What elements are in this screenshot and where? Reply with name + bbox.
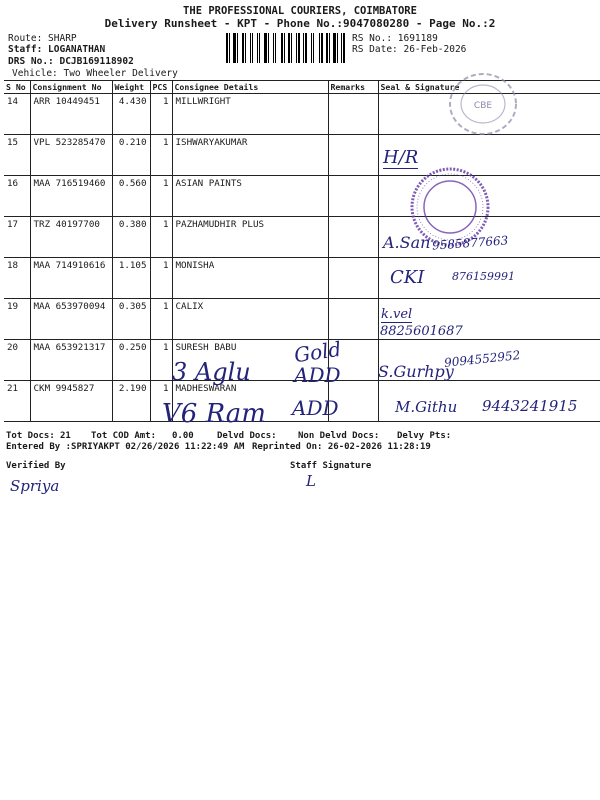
barcode-bar <box>270 33 272 63</box>
row-pcs: 1 <box>150 299 172 340</box>
row-consignment: MAA 714910616 <box>30 258 112 299</box>
barcode-bar <box>319 33 320 63</box>
barcode-bar <box>343 33 345 63</box>
total-docs-label: Tot Docs: <box>6 431 55 441</box>
company-title: THE PROFESSIONAL COURIERS, COIMBATORE <box>183 5 417 17</box>
barcode-bar <box>254 33 256 63</box>
staff-signature-mark: L <box>306 472 316 490</box>
row-pcs: 1 <box>150 340 172 381</box>
barcode-bar <box>337 33 339 63</box>
staff-label: Staff: LOGANATHAN <box>8 44 106 55</box>
table-row <box>4 135 600 176</box>
barcode-bar <box>296 33 297 63</box>
handwritten-sign-row21: M.Githu <box>395 398 458 416</box>
barcode-bar <box>331 33 332 63</box>
handwritten-remark-hr: H/R <box>383 147 419 168</box>
row-weight: 0.380 <box>112 217 150 258</box>
barcode-bar <box>346 33 347 63</box>
col-header-consignee: Consignee Details <box>172 81 328 94</box>
handwritten-sign-row18: CKI <box>390 267 425 288</box>
row-pcs: 1 <box>150 176 172 217</box>
row-consignee: ISHWARYAKUMAR <box>172 135 328 176</box>
svg-text:CBE: CBE <box>473 101 493 111</box>
barcode-bar <box>259 33 260 63</box>
handwritten-sign-row19: k.vel <box>381 307 413 322</box>
barcode-bar <box>326 33 328 63</box>
row-pcs: 1 <box>150 217 172 258</box>
handwritten-phone-row21: 9443241915 <box>482 397 578 415</box>
non-delivered-docs-label: Non Delvd Docs: <box>298 431 380 441</box>
col-header-weight: Weight <box>112 81 150 94</box>
barcode-bar <box>247 33 250 63</box>
barcode-bar <box>321 33 323 63</box>
row-consignment: MAA 716519460 <box>30 176 112 217</box>
barcode-bar <box>288 33 290 63</box>
row-consignment: ARR 10449451 <box>30 94 112 135</box>
row-consignment: TRZ 40197700 <box>30 217 112 258</box>
row-pcs: 1 <box>150 135 172 176</box>
rs-date: RS Date: 26-Feb-2026 <box>352 44 467 55</box>
row-consignment: CKM 9945827 <box>30 381 112 422</box>
barcode-bar <box>226 33 228 63</box>
barcode-bar <box>261 33 263 63</box>
row-pcs: 1 <box>150 381 172 422</box>
row-weight: 0.250 <box>112 340 150 381</box>
handwritten-name-row21: V6 Ram <box>162 399 266 429</box>
row-weight: 4.430 <box>112 94 150 135</box>
total-cod-label: Tot COD Amt: <box>91 431 157 441</box>
barcode-bar <box>301 33 302 63</box>
entered-by: Entered By :SPRIYAKPT 02/26/2026 11:22:49 AM <box>6 442 245 452</box>
barcode-bar <box>229 33 230 63</box>
barcode-bar <box>245 33 246 63</box>
total-cod-value: 0.00 <box>172 431 194 441</box>
runsheet-subtitle: Delivery Runsheet - KPT - Phone No.:9047080280 - Page No.:2 <box>104 17 496 30</box>
seal-stamp-1 <box>446 68 520 140</box>
drs-label: DRS No.: DCJB169118902 <box>8 56 134 67</box>
rs-number: RS No.: 1691189 <box>352 33 438 44</box>
barcode-bar <box>233 33 236 63</box>
row-consignee: ASIAN PAINTS <box>172 176 328 217</box>
delivery-points-label: Delvy Pts: <box>397 431 452 441</box>
barcode-bar <box>231 33 232 63</box>
row-sno: 20 <box>4 340 30 381</box>
barcode-bar <box>264 33 267 63</box>
barcode-bar <box>275 33 276 63</box>
row-remarks <box>328 299 378 340</box>
row-sno: 21 <box>4 381 30 422</box>
col-header-seal-signature: Seal & Signature <box>378 81 600 94</box>
barcode-bar <box>308 33 310 63</box>
barcode-bar <box>284 33 285 63</box>
barcode-bar <box>341 33 342 63</box>
reprinted-on: Reprinted On: 26-02-2026 11:28:19 <box>252 442 431 452</box>
col-header-remarks: Remarks <box>328 81 378 94</box>
row-sno: 15 <box>4 135 30 176</box>
handwritten-phone-row20: 9094552952 <box>443 348 521 370</box>
barcode-bar <box>293 33 296 63</box>
row-weight: 2.190 <box>112 381 150 422</box>
row-remarks <box>328 135 378 176</box>
col-header-pcs: PCS <box>150 81 172 94</box>
handwritten-phone-row19: 8825601687 <box>380 324 463 339</box>
verified-by-signature: Spriya <box>10 477 60 495</box>
col-header-sno: S No <box>4 81 30 94</box>
barcode-bar <box>237 33 238 63</box>
handwritten-phone-row18: 876159991 <box>452 270 515 283</box>
row-consignment: MAA 653921317 <box>30 340 112 381</box>
barcode-bar <box>333 33 336 63</box>
barcode-bar <box>298 33 300 63</box>
row-pcs: 1 <box>150 94 172 135</box>
barcode-bar <box>268 33 269 63</box>
row-consignee: PAZHAMUDHIR PLUS <box>172 217 328 258</box>
row-sno: 19 <box>4 299 30 340</box>
barcode-bar <box>291 33 292 63</box>
staff-signature-label: Staff Signature <box>290 461 372 471</box>
handwritten-add-row20: ADD <box>294 363 341 387</box>
total-docs-value: 21 <box>60 431 71 441</box>
barcode <box>226 33 348 63</box>
table-row <box>4 176 600 217</box>
barcode-bar <box>277 33 280 63</box>
row-weight: 0.305 <box>112 299 150 340</box>
col-header-consignment: Consignment No <box>30 81 112 94</box>
handwritten-add-row21: ADD <box>292 396 339 420</box>
row-weight: 1.105 <box>112 258 150 299</box>
row-sno: 18 <box>4 258 30 299</box>
route-label: Route: SHARP <box>8 33 77 44</box>
row-remarks <box>328 258 378 299</box>
row-remarks <box>328 176 378 217</box>
row-sno: 17 <box>4 217 30 258</box>
barcode-bar <box>311 33 312 63</box>
row-weight: 0.560 <box>112 176 150 217</box>
row-sno: 16 <box>4 176 30 217</box>
row-weight: 0.210 <box>112 135 150 176</box>
row-remarks <box>328 94 378 135</box>
row-remarks <box>328 217 378 258</box>
barcode-bar <box>286 33 287 63</box>
row-consignment: MAA 653970094 <box>30 299 112 340</box>
barcode-bar <box>315 33 318 63</box>
vehicle-label: Vehicle: Two Wheeler Delivery <box>12 68 178 79</box>
barcode-bar <box>313 33 314 63</box>
barcode-bar <box>242 33 244 63</box>
delivered-docs-label: Delvd Docs: <box>217 431 277 441</box>
barcode-bar <box>239 33 241 63</box>
row-consignee: MADHESWARAN <box>172 381 328 422</box>
barcode-bar <box>252 33 253 63</box>
row-consignee: MONISHA <box>172 258 328 299</box>
barcode-bar <box>250 33 251 63</box>
handwritten-note-row20: Gold <box>292 336 343 368</box>
handwritten-name-row20: 3 Aglu <box>172 358 251 386</box>
barcode-bar <box>339 33 340 63</box>
barcode-bar <box>273 33 274 63</box>
verified-by-label: Verified By <box>6 461 66 471</box>
row-consignment: VPL 523285470 <box>30 135 112 176</box>
row-pcs: 1 <box>150 258 172 299</box>
handwritten-sign-row20: S.Gurhpy <box>378 362 454 381</box>
barcode-bar <box>329 33 330 63</box>
table-row <box>4 299 600 340</box>
barcode-bar <box>281 33 283 63</box>
barcode-bar <box>303 33 304 63</box>
row-sno: 14 <box>4 94 30 135</box>
barcode-bar <box>257 33 258 63</box>
row-consignee: CALIX <box>172 299 328 340</box>
handwritten-phone-row17: 9585877663 <box>431 233 509 253</box>
handwritten-sign-row17: A.San <box>383 233 431 252</box>
row-consignee: SURESH BABU <box>172 340 328 381</box>
barcode-bar <box>305 33 307 63</box>
barcode-bar <box>324 33 325 63</box>
row-consignee: MILLWRIGHT <box>172 94 328 135</box>
table-row <box>4 217 600 258</box>
